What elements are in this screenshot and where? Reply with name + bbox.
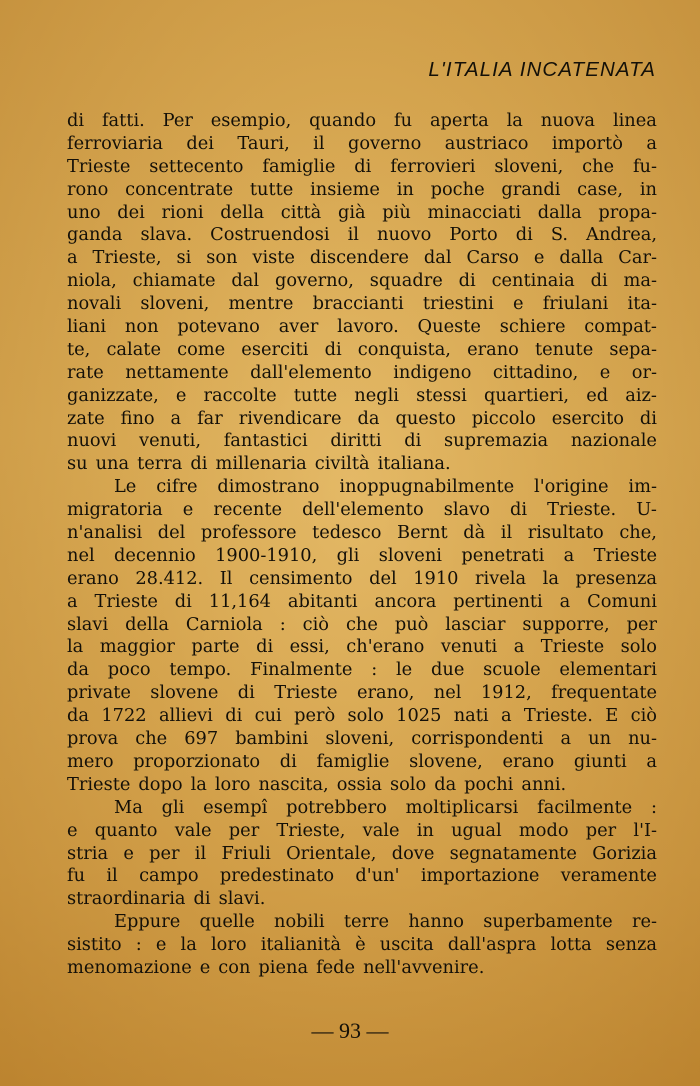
text-line: novali sloveni, mentre braccianti triestini e friulani ita- [67, 293, 657, 315]
text-line: fu il campo predestinato d'un' importazione veramente [67, 865, 657, 887]
body-text [67, 110, 657, 980]
text-line: stria e per il Friuli Orientale, dove segnatamente Gorizia [67, 842, 657, 864]
text-line: Trieste dopo la loro nascita, ossia solo da pochi anni. [67, 773, 567, 795]
text-line: uno dei rioni della città già più minacciati dalla propa- [67, 201, 657, 223]
text-line: ferroviaria dei Tauri, il governo austriaco importò a [67, 132, 657, 154]
text-line: liani non potevano aver lavoro. Queste schiere compat- [67, 316, 657, 338]
text-line: Le cifre dimostrano inoppugnabilmente l'origine im- [114, 476, 657, 498]
text-line: la maggior parte di essi, ch'erano venuti a Trieste solo [67, 636, 657, 658]
text-line: ganda slava. Costruendosi il nuovo Porto di S. Andrea, [67, 224, 657, 246]
text-line: Eppure quelle nobili terre hanno superbamente re- [114, 911, 657, 933]
text-line: Trieste settecento famiglie di ferrovieri sloveni, che fu- [67, 155, 657, 177]
text-line: te, calate come eserciti di conquista, erano tenute sepa- [67, 338, 657, 360]
text-line: rate nettamente dall'elemento indigeno cittadino, e or- [67, 361, 657, 383]
text-line: da 1722 allievi di cui però solo 1025 nati a Trieste. E ciò [67, 705, 657, 727]
text-line: e quanto vale per Trieste, vale in ugual modo per l'I- [67, 819, 657, 841]
text-line: migratoria e recente dell'elemento slavo di Trieste. U- [67, 499, 657, 521]
text-line: erano 28.412. Il censimento del 1910 rivela la presenza [67, 567, 657, 589]
text-line: rono concentrate tutte insieme in poche grandi case, in [67, 178, 657, 200]
page-number: — 93 — [311, 1018, 389, 1043]
text-line: menomazione e con piena fede nell'avvenire. [67, 956, 485, 978]
text-line: sistito : e la loro italianità è uscita dall'aspra lotta senza [67, 934, 657, 956]
text-line: a Trieste di 11,164 abitanti ancora pertinenti a Comuni [67, 590, 657, 612]
text-line: n'analisi del professore tedesco Bernt dà il risultato che, [67, 522, 657, 544]
text-line: prova che 697 bambini sloveni, corrispondenti a un nu- [67, 728, 657, 750]
text-line: nel decennio 1900-1910, gli sloveni penetrati a Trieste [67, 544, 657, 566]
text-line: niola, chiamate dal governo, squadre di centinaia di ma- [67, 270, 657, 292]
text-line: da poco tempo. Finalmente : le due scuole elementari [67, 659, 657, 681]
running-header: L'ITALIA INCATENATA [428, 58, 656, 81]
text-line: slavi della Carniola : ciò che può lasciar supporre, per [67, 613, 657, 635]
text-line: zate fino a far rivendicare da questo piccolo esercito di [67, 407, 657, 429]
text-line: nuovi venuti, fantastici diritti di supremazia nazionale [67, 430, 657, 452]
text-line: straordinaria di slavi. [67, 888, 266, 910]
text-line: su una terra di millenaria civiltà italiana. [67, 453, 451, 475]
text-line: private slovene di Trieste erano, nel 1912, frequentate [67, 682, 657, 704]
text-line: mero proporzionato di famiglie slovene, erano giunti a [67, 750, 657, 772]
text-line: ganizzate, e raccolte tutte negli stessi quartieri, ed aiz- [67, 384, 657, 406]
text-line: a Trieste, si son viste discendere dal Carso e dalla Car- [67, 247, 657, 269]
text-line: Ma gli esempî potrebbero moltiplicarsi facilmente : [114, 796, 657, 818]
text-line: di fatti. Per esempio, quando fu aperta la nuova linea [67, 110, 657, 131]
